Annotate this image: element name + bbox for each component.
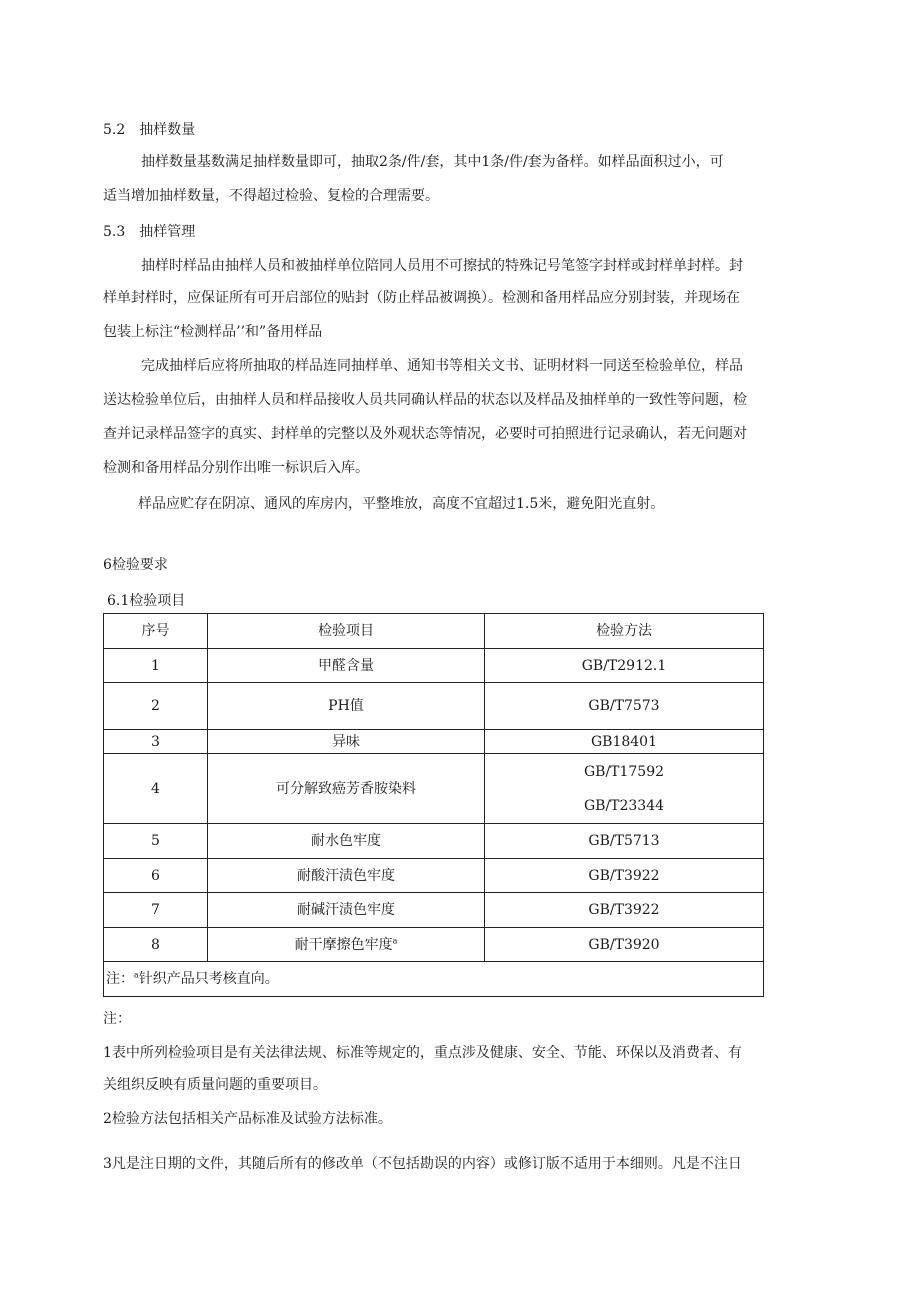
test-method: GB/T3920 bbox=[485, 928, 764, 962]
note-prefix: 注： bbox=[106, 971, 134, 987]
column-header: 检验方法 bbox=[485, 614, 764, 649]
notes-label: 注： bbox=[103, 1011, 131, 1027]
note-text: 针织产品只考核直向。 bbox=[138, 971, 279, 987]
item-name: PH值 bbox=[208, 683, 485, 730]
row-number: 4 bbox=[104, 754, 208, 824]
table-row bbox=[104, 730, 764, 754]
test-method: GB/T3922 bbox=[485, 893, 764, 928]
paragraph-line: 样单封样时，应保证所有可开启部位的贴封（防止样品被调换）。检测和备用样品应分别封装，并现场在 bbox=[103, 290, 740, 306]
table-row bbox=[104, 683, 764, 730]
table-row bbox=[104, 928, 764, 962]
test-method: GB/T5713 bbox=[485, 824, 764, 859]
column-header: 序号 bbox=[104, 614, 208, 649]
note-line: 1表中所列检验项目是有关法律法规、标准等规定的，重点涉及健康、安全、节能、环保以及消费者、有 bbox=[103, 1045, 742, 1061]
row-number: 6 bbox=[104, 859, 208, 893]
table-row bbox=[104, 859, 764, 893]
table-note bbox=[104, 962, 764, 997]
table-row bbox=[104, 893, 764, 928]
footnote-mark: a bbox=[392, 935, 398, 945]
test-method: GB/T3922 bbox=[485, 859, 764, 893]
section-6-1-heading: 6.1检验项目 bbox=[107, 593, 186, 609]
inspection-items-table bbox=[103, 613, 764, 997]
item-name: 耐干摩擦色牢度 bbox=[294, 936, 393, 953]
test-method-cell bbox=[485, 754, 764, 824]
table-header-row bbox=[104, 614, 764, 649]
item-name: 耐酸汗渍色牢度 bbox=[208, 859, 485, 893]
item-name-cell bbox=[208, 928, 485, 962]
row-number: 2 bbox=[104, 683, 208, 730]
row-number: 1 bbox=[104, 649, 208, 683]
item-name: 异味 bbox=[208, 730, 485, 754]
row-number: 7 bbox=[104, 893, 208, 928]
paragraph-line: 送达检验单位后，由抽样人员和样品接收人员共同确认样品的状态以及样品及抽样单的一致性等问题，检 bbox=[103, 392, 747, 408]
paragraph-line: 抽样时样品由抽样人员和被抽样单位陪同人员用不可擦拭的特殊记号笔签字封样或封样单封样。封 bbox=[141, 258, 743, 274]
item-name: 甲醛含量 bbox=[208, 649, 485, 683]
test-method: GB/T7573 bbox=[485, 683, 764, 730]
footnote-mark: a bbox=[134, 970, 139, 980]
table-row bbox=[104, 824, 764, 859]
section-6-heading: 6检验要求 bbox=[103, 557, 168, 573]
note-line: 3凡是注日期的文件，其随后所有的修改单（不包括勘误的内容）或修订版不适用于本细则。凡是不注日 bbox=[103, 1156, 742, 1172]
item-name: 耐水色牢度 bbox=[208, 824, 485, 859]
row-number: 3 bbox=[104, 730, 208, 754]
row-number: 8 bbox=[104, 928, 208, 962]
paragraph-line: 抽样数量基数满足抽样数量即可，抽取2条/件/套，其中1条/件/套为备样。如样品面积过小，可 bbox=[141, 154, 724, 170]
paragraph-line: 检测和备用样品分别作出唯一标识后入库。 bbox=[103, 460, 369, 476]
test-method: GB/T23344 bbox=[583, 797, 665, 814]
section-5-3-heading: 5.3 抽样管理 bbox=[103, 224, 196, 240]
item-name: 耐碱汗渍色牢度 bbox=[208, 893, 485, 928]
paragraph-line: 适当增加抽样数量，不得超过检验、复检的合理需要。 bbox=[103, 188, 439, 204]
column-header: 检验项目 bbox=[208, 614, 485, 649]
row-number: 5 bbox=[104, 824, 208, 859]
paragraph-line: 完成抽样后应将所抽取的样品连同抽样单、通知书等相关文书、证明材料一同送至检验单位，样品 bbox=[141, 358, 743, 374]
table-row bbox=[104, 649, 764, 683]
paragraph-line: 查并记录样品签字的真实、封样单的完整以及外观状态等情况，必要时可拍照进行记录确认，若无问题对 bbox=[103, 426, 747, 442]
section-5-2-heading: 5.2 抽样数量 bbox=[103, 122, 196, 138]
paragraph-line: 样品应贮存在阴凉、通风的库房内，平整堆放，高度不宜超过1.5米，避免阳光直射。 bbox=[138, 496, 665, 512]
item-name: 可分解致癌芳香胺染料 bbox=[208, 754, 485, 824]
note-line: 2检验方法包括相关产品标准及试验方法标准。 bbox=[103, 1111, 392, 1127]
test-method: GB18401 bbox=[485, 730, 764, 754]
table-row bbox=[104, 754, 764, 824]
test-method: GB/T2912.1 bbox=[485, 649, 764, 683]
table-note-row bbox=[104, 962, 764, 997]
test-method: GB/T17592 bbox=[583, 763, 665, 780]
paragraph-line: 包装上标注“检测样品’’和”备用样品 bbox=[103, 324, 323, 340]
note-line: 关组织反映有质量问题的重要项目。 bbox=[103, 1077, 327, 1093]
